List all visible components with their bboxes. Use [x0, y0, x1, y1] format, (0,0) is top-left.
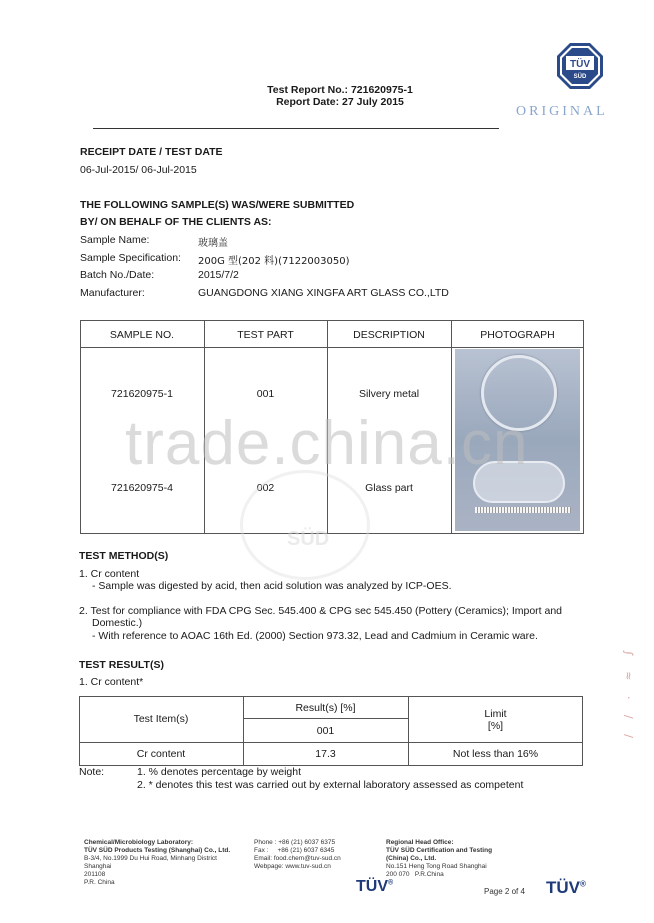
- test-results-title: TEST RESULT(S): [79, 659, 164, 671]
- page-number: Page 2 of 4: [484, 887, 525, 896]
- notes-label: Note:: [79, 766, 105, 778]
- row2-test-part: 002: [256, 482, 275, 494]
- header-description: DESCRIPTION: [353, 329, 425, 341]
- svg-text:TÜV: TÜV: [570, 59, 590, 70]
- footer-contact-line: Phone : +86 (21) 6037 6375: [254, 839, 336, 846]
- samples-title-line1: THE FOLLOWING SAMPLE(S) WAS/WERE SUBMITTED: [80, 199, 355, 211]
- results-row-item: Cr content: [136, 748, 186, 760]
- note-2: 2. * denotes this test was carried out by external laboratory assessed as competent: [137, 779, 524, 791]
- row1-test-part: 001: [256, 388, 275, 400]
- row2-description: Glass part: [365, 482, 413, 494]
- footer-office-line: 200 070 P.R.China: [386, 871, 444, 878]
- footer-office-line: (China) Co., Ltd.: [386, 855, 437, 862]
- sample-name-value: 玻璃盖: [198, 238, 228, 249]
- row1-sample-no: 721620975-1: [111, 388, 173, 400]
- footer-lab-line: TÜV SÜD Products Testing (Shanghai) Co., Ltd.: [84, 847, 231, 854]
- footer-lab: [84, 839, 244, 887]
- results-table-sub-rule: [243, 718, 408, 719]
- header-divider: [93, 128, 499, 129]
- row2-sample-no: 721620975-4: [111, 482, 173, 494]
- original-stamp: ORIGINAL: [516, 104, 608, 119]
- footer-office-line: No.151 Heng Tong Road Shanghai: [386, 863, 487, 870]
- sample-spec-label: Sample Specification:: [80, 252, 181, 264]
- sample-table-header-rule: [80, 347, 584, 348]
- results-header-sample: 001: [316, 725, 335, 737]
- margin-stamp-mark: ∫ ≈ · ∕ ∕: [622, 650, 635, 744]
- results-header-limit: Limit: [484, 708, 507, 720]
- batch-label: Batch No./Date:: [80, 269, 155, 281]
- method2-title-cont: Domestic.): [92, 617, 143, 629]
- note-1: 1. % denotes percentage by weight: [137, 766, 302, 778]
- report-number: Test Report No.: 721620975-1: [267, 84, 413, 96]
- footer-lab-line: B-3/4, No.1999 Du Hui Road, Minhang District: [84, 855, 217, 862]
- footer-contact-line: Fax : +86 (21) 6037 6345: [254, 847, 335, 854]
- footer-tuv-mark-text: TÜV: [356, 878, 388, 895]
- test-methods-title: TEST METHOD(S): [79, 550, 169, 562]
- method1-title: 1. Cr content: [79, 568, 140, 580]
- results-row-result: 17.3: [315, 748, 336, 760]
- footer-lab-line: Shanghai: [84, 863, 112, 870]
- footer-lab-line: 201108: [84, 871, 106, 878]
- results-row-limit: Not less than 16%: [452, 748, 539, 760]
- footer-office-line: TÜV SÜD Certification and Testing: [386, 847, 493, 854]
- method2-title: 2. Test for compliance with FDA CPG Sec. 545.400 & CPG sec 545.450 (Pottery (Ceramics); Import and: [79, 605, 563, 617]
- footer-tuv-mark-right: [546, 878, 586, 898]
- receipt-title: RECEIPT DATE / TEST DATE: [80, 146, 223, 158]
- footer-office-line: Regional Head Office:: [386, 839, 454, 846]
- footer-contact-line: Email: food.chem@tuv-sud.cn: [254, 855, 341, 862]
- footer-tuv-mark-left: [356, 878, 393, 896]
- footer-head-office: [386, 839, 526, 879]
- ruler-image: [475, 507, 571, 513]
- report-date: Report Date: 27 July 2015: [276, 96, 404, 108]
- sample-name-label: Sample Name:: [80, 234, 150, 246]
- samples-title-line2: BY/ ON BEHALF OF THE CLIENTS AS:: [80, 216, 272, 228]
- test-results-subtitle: 1. Cr content*: [79, 676, 144, 688]
- method2-detail: - With reference to AOAC 16th Ed. (2000) Section 973.32, Lead and Cadmium in Ceramic ware.: [92, 630, 538, 642]
- row1-description: Silvery metal: [358, 388, 420, 400]
- batch-value: 2015/7/2: [198, 269, 239, 281]
- footer-contact: [254, 839, 374, 871]
- footer-lab-line: P.R. China: [84, 879, 115, 886]
- footer-contact-line: Webpage: www.tuv-sud.cn: [254, 863, 331, 870]
- footer-registered-mark: ®: [388, 879, 394, 887]
- manufacturer-value: GUANGDONG XIANG XINGFA ART GLASS CO.,LTD: [198, 287, 449, 299]
- header-sample-no: SAMPLE NO.: [109, 329, 175, 341]
- footer-lab-line: Chemical/Microbiology Laboratory:: [84, 839, 194, 846]
- sample-spec-value: 200G 型(202 料)(7122003050): [198, 256, 350, 267]
- results-header-result: Result(s) [%]: [295, 702, 356, 714]
- results-table-row-rule: [79, 742, 583, 743]
- results-header-item: Test Item(s): [133, 713, 189, 725]
- tuv-sud-logo-icon: [556, 42, 604, 90]
- svg-text:SÜD: SÜD: [573, 74, 587, 80]
- footer-registered-mark: ®: [580, 879, 586, 889]
- header-test-part: TEST PART: [237, 329, 294, 341]
- watermark-text: trade.china.cn: [125, 409, 529, 478]
- results-header-limit-unit: [%]: [487, 720, 504, 732]
- receipt-value: 06-Jul-2015/ 06-Jul-2015: [80, 164, 197, 176]
- manufacturer-label: Manufacturer:: [80, 287, 145, 299]
- watermark-seal-text: SÜD: [287, 528, 330, 550]
- method1-detail: - Sample was digested by acid, then acid solution was analyzed by ICP-OES.: [92, 580, 452, 592]
- header-photograph: PHOTOGRAPH: [480, 329, 555, 341]
- footer-tuv-mark-text: TÜV: [546, 878, 580, 897]
- watermark-seal: [240, 470, 370, 580]
